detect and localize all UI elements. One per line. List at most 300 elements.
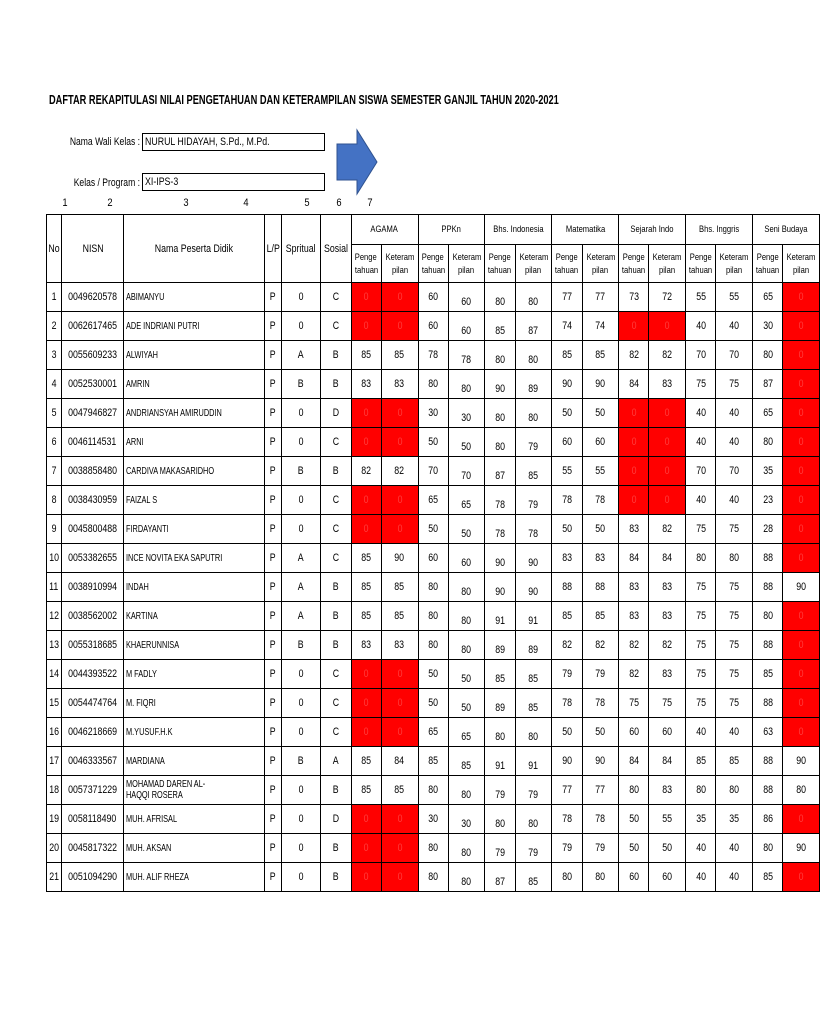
score-value: 80 xyxy=(461,876,472,888)
score-value: 0 xyxy=(798,378,804,390)
cell-nama-value: AMRIN xyxy=(126,378,150,390)
cell-score xyxy=(351,370,381,399)
score-value: 78 xyxy=(595,813,606,825)
score-value: 80 xyxy=(461,644,472,656)
score-value: 50 xyxy=(629,842,639,854)
score-value: 85 xyxy=(528,876,539,888)
cell-nama xyxy=(124,747,265,776)
score-value: 77 xyxy=(562,291,572,303)
cell-score xyxy=(418,312,448,341)
cell-score xyxy=(485,399,515,428)
keteram-line1: Keteram xyxy=(653,251,682,263)
score-value: 82 xyxy=(562,639,572,651)
subject-label: Seni Budaya xyxy=(764,224,808,235)
cell-score xyxy=(686,834,716,863)
score-value: 40 xyxy=(696,726,706,738)
cell-lp-value: P xyxy=(270,813,276,825)
cell-nama xyxy=(124,544,265,573)
cell-score xyxy=(552,573,582,602)
score-value: 85 xyxy=(394,581,405,593)
score-value: 40 xyxy=(729,842,740,854)
score-value: 0 xyxy=(798,639,804,651)
cell-lp xyxy=(264,776,282,805)
cell-lp xyxy=(264,747,282,776)
score-value: 40 xyxy=(729,436,740,448)
cell-score xyxy=(783,805,820,834)
cell-score xyxy=(418,602,448,631)
score-value: 89 xyxy=(495,702,505,714)
score-value: 83 xyxy=(394,378,405,390)
score-value: 80 xyxy=(428,842,438,854)
score-value: 80 xyxy=(495,818,505,830)
cell-score xyxy=(448,515,485,544)
header-subject xyxy=(418,215,485,245)
cell-no-value: 17 xyxy=(49,755,59,767)
cell-score xyxy=(753,776,783,805)
cell-spiritual-value: 0 xyxy=(298,784,304,796)
cell-score xyxy=(649,399,686,428)
wali-label: Nama Wali Kelas : xyxy=(69,136,140,148)
table-row xyxy=(47,312,820,341)
score-value: 0 xyxy=(798,610,804,622)
cell-score xyxy=(515,341,552,370)
cell-no xyxy=(47,631,62,660)
score-value: 78 xyxy=(461,354,472,366)
cell-score xyxy=(448,312,485,341)
score-value: 50 xyxy=(562,523,572,535)
score-value: 60 xyxy=(662,726,673,738)
cell-score xyxy=(485,776,515,805)
cell-score xyxy=(619,515,649,544)
keteram-line2: pilan xyxy=(391,264,408,276)
cell-score xyxy=(582,573,619,602)
penge-line2: tahuan xyxy=(354,264,378,276)
cell-sosial-value: C xyxy=(332,320,339,332)
score-value: 0 xyxy=(397,668,403,680)
cell-score xyxy=(515,428,552,457)
table-row xyxy=(47,457,820,486)
cell-score xyxy=(381,283,418,312)
cell-sosial-value: D xyxy=(332,407,339,419)
table-row xyxy=(47,486,820,515)
cell-nama xyxy=(124,457,265,486)
cell-sosial xyxy=(320,428,351,457)
cell-score xyxy=(448,486,485,515)
score-value: 0 xyxy=(397,697,403,709)
kelas-label: Kelas / Program : xyxy=(73,177,140,189)
score-value: 91 xyxy=(528,615,539,627)
cell-score xyxy=(515,312,552,341)
cell-score xyxy=(716,573,753,602)
header-penge xyxy=(418,245,448,283)
cell-score xyxy=(582,283,619,312)
cell-score xyxy=(381,544,418,573)
header-sosial xyxy=(320,215,351,283)
score-value: 75 xyxy=(696,378,706,390)
cell-score xyxy=(448,457,485,486)
cell-no xyxy=(47,312,62,341)
score-value: 0 xyxy=(363,523,369,535)
cell-score xyxy=(783,341,820,370)
cell-score xyxy=(582,486,619,515)
score-value: 85 xyxy=(495,673,505,685)
cell-score xyxy=(619,863,649,892)
score-value: 80 xyxy=(428,639,438,651)
score-value: 83 xyxy=(629,523,639,535)
score-value: 80 xyxy=(428,581,438,593)
score-value: 0 xyxy=(798,436,804,448)
cell-score xyxy=(448,805,485,834)
cell-spiritual xyxy=(282,399,320,428)
cell-score xyxy=(418,486,448,515)
cell-spiritual-value: B xyxy=(297,378,304,390)
score-value: 88 xyxy=(595,581,606,593)
score-value: 85 xyxy=(729,755,740,767)
cell-spiritual-value: 0 xyxy=(298,871,304,883)
score-value: 80 xyxy=(729,552,740,564)
cell-score xyxy=(552,776,582,805)
cell-lp-value: P xyxy=(270,842,276,854)
cell-score xyxy=(448,718,485,747)
subject-label: PPKn xyxy=(441,224,462,235)
score-value: 80 xyxy=(729,784,740,796)
cell-score xyxy=(351,399,381,428)
score-value: 0 xyxy=(397,436,403,448)
cell-score xyxy=(716,834,753,863)
cell-nisn-value: 0046333567 xyxy=(68,755,118,767)
cell-score xyxy=(649,486,686,515)
cell-score xyxy=(686,573,716,602)
cell-nama-value: INCE NOVITA EKA SAPUTRI xyxy=(126,552,223,564)
cell-score xyxy=(753,602,783,631)
cell-lp xyxy=(264,283,282,312)
cell-score xyxy=(381,486,418,515)
cell-score xyxy=(381,776,418,805)
score-value: 0 xyxy=(397,871,403,883)
score-value: 83 xyxy=(394,639,405,651)
cell-score xyxy=(619,283,649,312)
column-number: 3 xyxy=(183,197,189,209)
cell-score xyxy=(381,660,418,689)
score-value: 87 xyxy=(495,876,505,888)
cell-score xyxy=(351,834,381,863)
score-value: 85 xyxy=(361,349,371,361)
cell-score xyxy=(619,399,649,428)
cell-score xyxy=(686,283,716,312)
header-penge xyxy=(619,245,649,283)
cell-score xyxy=(485,486,515,515)
cell-sosial-value: C xyxy=(332,697,339,709)
score-value: 88 xyxy=(562,581,572,593)
cell-no xyxy=(47,370,62,399)
cell-nisn-value: 0044393522 xyxy=(68,668,118,680)
cell-nisn xyxy=(62,428,124,457)
cell-nisn-value: 0053382655 xyxy=(68,552,118,564)
score-value: 90 xyxy=(562,755,572,767)
score-value: 80 xyxy=(428,871,438,883)
cell-lp-value: P xyxy=(270,436,276,448)
cell-score xyxy=(783,689,820,718)
cell-nama-value: MOHAMAD DAREN AL-HAQQI ROSERA xyxy=(126,778,206,801)
cell-lp xyxy=(264,660,282,689)
score-value: 50 xyxy=(595,407,606,419)
cell-lp-value: P xyxy=(270,726,276,738)
score-value: 77 xyxy=(595,784,606,796)
score-value: 85 xyxy=(394,349,405,361)
score-value: 84 xyxy=(629,378,639,390)
kelas-field[interactable] xyxy=(142,173,325,191)
cell-lp-value: P xyxy=(270,407,276,419)
table-row xyxy=(47,660,820,689)
cell-spiritual-value: 0 xyxy=(298,523,304,535)
cell-no xyxy=(47,689,62,718)
cell-score xyxy=(783,718,820,747)
cell-sosial xyxy=(320,747,351,776)
score-value: 90 xyxy=(562,378,572,390)
penge-line2: tahuan xyxy=(555,264,579,276)
cell-sosial xyxy=(320,660,351,689)
cell-score xyxy=(552,863,582,892)
cell-spiritual-value: 0 xyxy=(298,494,304,506)
grade-table xyxy=(46,214,820,892)
score-value: 74 xyxy=(562,320,572,332)
cell-score xyxy=(418,515,448,544)
cell-score xyxy=(783,747,820,776)
cell-score xyxy=(582,399,619,428)
header-spiritual-text: Spritual xyxy=(286,242,316,255)
cell-spiritual xyxy=(282,312,320,341)
cell-score xyxy=(649,602,686,631)
score-value: 83 xyxy=(662,581,673,593)
cell-lp-value: P xyxy=(270,378,276,390)
cell-nisn-value: 0046218669 xyxy=(68,726,118,738)
cell-score xyxy=(485,283,515,312)
score-value: 90 xyxy=(595,755,606,767)
score-value: 85 xyxy=(394,784,405,796)
cell-sosial xyxy=(320,312,351,341)
cell-score xyxy=(753,834,783,863)
keteram-line2: pilan xyxy=(592,264,609,276)
cell-lp xyxy=(264,515,282,544)
score-value: 80 xyxy=(495,412,505,424)
cell-nama-value: M.YUSUF.H.K xyxy=(126,726,173,738)
cell-spiritual xyxy=(282,602,320,631)
score-value: 85 xyxy=(361,581,371,593)
score-value: 0 xyxy=(363,726,369,738)
score-value: 80 xyxy=(461,615,472,627)
cell-no xyxy=(47,341,62,370)
cell-score xyxy=(418,283,448,312)
score-value: 74 xyxy=(595,320,606,332)
cell-nisn-value: 0058118490 xyxy=(68,813,117,825)
cell-score xyxy=(485,602,515,631)
score-value: 50 xyxy=(428,697,438,709)
score-value: 87 xyxy=(495,470,505,482)
cell-score xyxy=(783,312,820,341)
score-value: 55 xyxy=(696,291,706,303)
cell-score xyxy=(448,602,485,631)
cell-spiritual xyxy=(282,776,320,805)
score-value: 83 xyxy=(629,610,639,622)
column-number: 7 xyxy=(367,197,373,209)
score-value: 50 xyxy=(461,702,472,714)
cell-score xyxy=(418,718,448,747)
score-value: 40 xyxy=(696,436,706,448)
cell-lp xyxy=(264,457,282,486)
cell-score xyxy=(716,805,753,834)
cell-nisn-value: 0045817322 xyxy=(68,842,118,854)
cell-spiritual-value: 0 xyxy=(298,726,304,738)
cell-nama-value: M FADLY xyxy=(126,668,158,680)
score-value: 35 xyxy=(696,813,706,825)
cell-no-value: 1 xyxy=(51,291,57,303)
cell-score xyxy=(783,660,820,689)
cell-score xyxy=(381,457,418,486)
cell-nama-value: MUH. AKSAN xyxy=(126,842,172,854)
cell-sosial xyxy=(320,573,351,602)
score-value: 50 xyxy=(428,436,438,448)
penge-line2: tahuan xyxy=(488,264,512,276)
cell-sosial xyxy=(320,399,351,428)
cell-sosial xyxy=(320,283,351,312)
cell-score xyxy=(753,544,783,573)
score-value: 80 xyxy=(495,296,505,308)
cell-nama xyxy=(124,399,265,428)
score-value: 80 xyxy=(528,354,539,366)
header-keteram xyxy=(649,245,686,283)
score-value: 80 xyxy=(595,871,606,883)
cell-spiritual xyxy=(282,660,320,689)
score-value: 70 xyxy=(461,470,472,482)
score-value: 79 xyxy=(495,789,505,801)
cell-no xyxy=(47,457,62,486)
score-value: 72 xyxy=(662,291,673,303)
score-value: 89 xyxy=(495,644,505,656)
cell-score xyxy=(515,457,552,486)
header-no-text: No xyxy=(48,242,60,255)
cell-score xyxy=(418,689,448,718)
kelas-value: XI-IPS-3 xyxy=(145,176,179,188)
header-keteram xyxy=(582,245,619,283)
cell-nisn xyxy=(62,863,124,892)
score-value: 40 xyxy=(696,842,706,854)
score-value: 0 xyxy=(798,697,804,709)
cell-nisn xyxy=(62,341,124,370)
cell-nisn-value: 0049620578 xyxy=(68,291,118,303)
cell-score xyxy=(485,573,515,602)
cell-nama xyxy=(124,776,265,805)
subject-label: Bhs. Indonesia xyxy=(493,224,544,235)
score-value: 82 xyxy=(662,639,673,651)
score-value: 80 xyxy=(629,784,639,796)
score-value: 85 xyxy=(361,552,371,564)
score-value: 0 xyxy=(363,668,369,680)
cell-sosial-value: C xyxy=(332,494,339,506)
score-value: 83 xyxy=(562,552,572,564)
score-value: 78 xyxy=(595,494,606,506)
score-value: 80 xyxy=(762,610,773,622)
cell-nisn-value: 0055609233 xyxy=(68,349,118,361)
cell-nisn xyxy=(62,399,124,428)
cell-score xyxy=(381,631,418,660)
score-value: 78 xyxy=(562,813,572,825)
cell-spiritual xyxy=(282,805,320,834)
cell-score xyxy=(552,718,582,747)
score-value: 40 xyxy=(729,320,740,332)
wali-field[interactable] xyxy=(142,133,325,151)
cell-score xyxy=(418,834,448,863)
score-value: 80 xyxy=(796,784,807,796)
cell-lp xyxy=(264,602,282,631)
cell-nisn-value: 0052530001 xyxy=(68,378,118,390)
cell-score xyxy=(582,544,619,573)
score-value: 80 xyxy=(528,731,539,743)
score-value: 85 xyxy=(595,349,606,361)
cell-score xyxy=(381,602,418,631)
column-number: 4 xyxy=(243,197,249,209)
score-value: 0 xyxy=(798,523,804,535)
cell-no-value: 19 xyxy=(49,813,59,825)
cell-score xyxy=(552,834,582,863)
header-penge xyxy=(686,245,716,283)
cell-sosial-value: B xyxy=(332,784,339,796)
cell-lp xyxy=(264,573,282,602)
cell-score xyxy=(582,660,619,689)
score-value: 0 xyxy=(397,494,403,506)
cell-score xyxy=(686,631,716,660)
cell-no-value: 20 xyxy=(49,842,59,854)
cell-no-value: 6 xyxy=(51,436,57,448)
score-value: 50 xyxy=(662,842,673,854)
cell-score xyxy=(783,457,820,486)
table-row xyxy=(47,631,820,660)
cell-nama-value: ALWIYAH xyxy=(126,349,159,361)
subject-label: Matematika xyxy=(565,224,606,235)
score-value: 83 xyxy=(662,610,673,622)
cell-sosial xyxy=(320,370,351,399)
score-value: 75 xyxy=(629,697,639,709)
table-row xyxy=(47,776,820,805)
score-value: 85 xyxy=(528,702,539,714)
score-value: 60 xyxy=(629,726,639,738)
cell-sosial-value: B xyxy=(332,639,339,651)
cell-spiritual-value: 0 xyxy=(298,436,304,448)
score-value: 0 xyxy=(664,436,670,448)
cell-score xyxy=(582,776,619,805)
cell-score xyxy=(351,747,381,776)
score-value: 80 xyxy=(528,296,539,308)
cell-nisn xyxy=(62,544,124,573)
cell-score xyxy=(582,805,619,834)
cell-lp-value: P xyxy=(270,465,276,477)
score-value: 0 xyxy=(363,320,369,332)
cell-score xyxy=(448,370,485,399)
header-keteram xyxy=(716,245,753,283)
score-value: 70 xyxy=(729,349,740,361)
keteram-line1: Keteram xyxy=(385,251,414,263)
cell-score xyxy=(515,863,552,892)
cell-nisn xyxy=(62,805,124,834)
cell-score xyxy=(351,689,381,718)
cell-nama xyxy=(124,486,265,515)
score-value: 50 xyxy=(461,441,472,453)
cell-no-value: 21 xyxy=(49,871,59,883)
cell-nisn xyxy=(62,486,124,515)
cell-sosial xyxy=(320,515,351,544)
cell-spiritual-value: B xyxy=(297,639,304,651)
cell-score xyxy=(649,631,686,660)
score-value: 80 xyxy=(495,441,505,453)
